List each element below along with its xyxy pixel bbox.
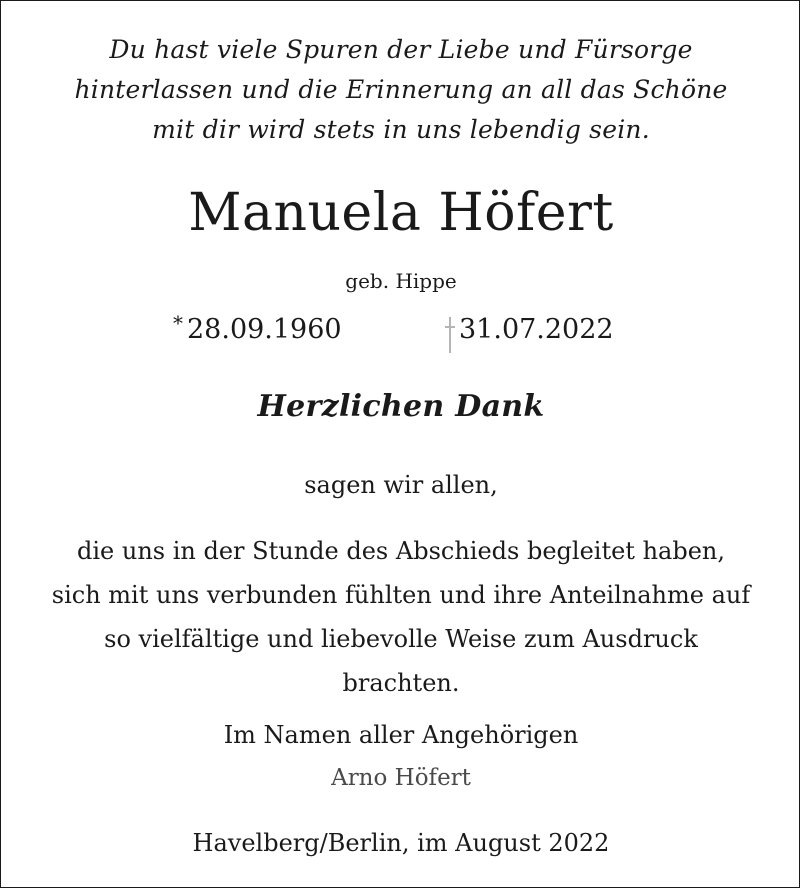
body-line-2: sich mit uns verbunden fühlten und ihre Anteilnahme auf xyxy=(51,581,751,609)
thanks-heading: Herzlichen Dank xyxy=(257,389,545,424)
on-behalf-line: Im Namen aller Angehörigen xyxy=(223,721,579,749)
verse-line-1: Du hast viele Spuren der Liebe und Fürsorge xyxy=(109,35,693,64)
cross-icon xyxy=(445,317,455,353)
verse-line-2: hinterlassen und die Erinnerung an all das Schöne xyxy=(74,75,728,104)
signer-name: Arno Höfert xyxy=(331,765,471,791)
thanks-intro: sagen wir allen, xyxy=(304,471,498,499)
body-line-4: brachten. xyxy=(342,669,460,697)
verse-line-3: mit dir wird stets in uns lebendig sein. xyxy=(152,115,650,144)
body-line-1: die uns in der Stunde des Abschieds begleitet haben, xyxy=(77,537,725,565)
deceased-name: Manuela Höfert xyxy=(188,183,614,243)
death-date: 31.07.2022 xyxy=(459,314,614,345)
place-date: Havelberg/Berlin, im August 2022 xyxy=(192,829,610,857)
birth-star-icon: * xyxy=(173,311,183,335)
maiden-name: geb. Hippe xyxy=(345,269,457,293)
birth-date: 28.09.1960 xyxy=(187,314,342,345)
body-line-3: so vielfältige und liebevolle Weise zum Ausdruck xyxy=(104,625,698,653)
